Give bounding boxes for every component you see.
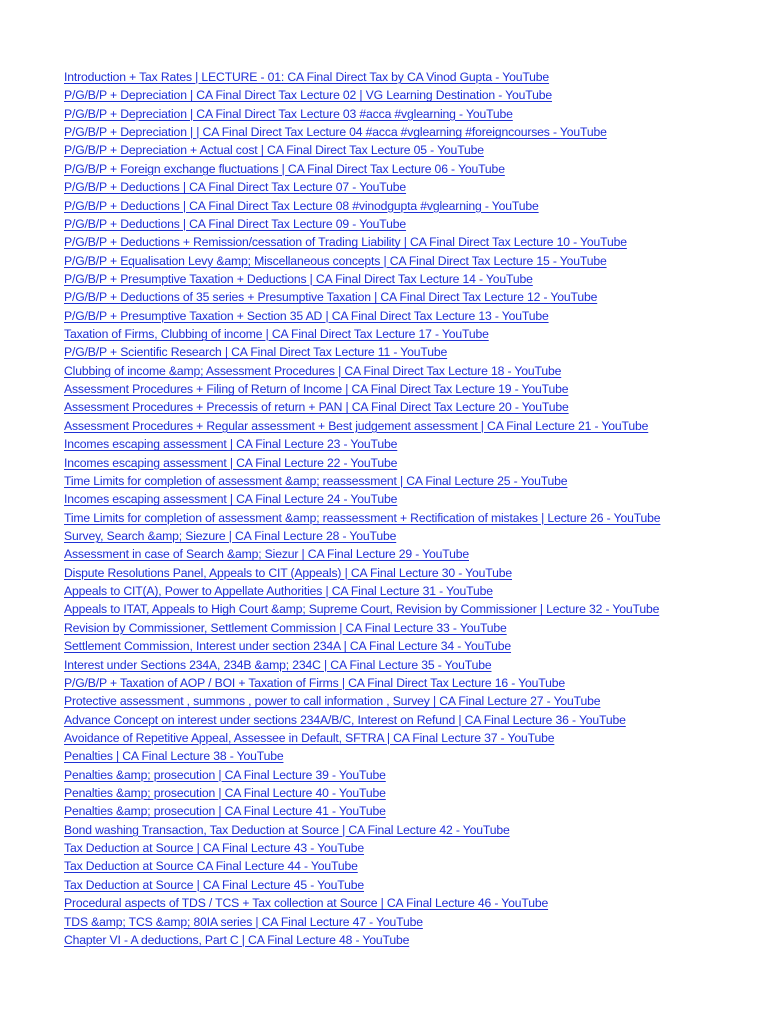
list-item — [64, 105, 668, 123]
lecture-link[interactable]: Tax Deduction at Source CA Final Lecture 44 - YouTube — [64, 859, 358, 874]
list-item — [64, 178, 668, 196]
lecture-link[interactable]: Penalties &amp; prosecution | CA Final Lecture 41 - YouTube — [64, 804, 386, 819]
lecture-link[interactable]: Interest under Sections 234A, 234B &amp; 234C | CA Final Lecture 35 - YouTube — [64, 657, 492, 672]
lecture-link[interactable]: Assessment in case of Search &amp; Siezur | CA Final Lecture 29 - YouTube — [64, 547, 469, 562]
lecture-link[interactable]: P/G/B/P + Presumptive Taxation + Section 35 AD | CA Final Direct Tax Lecture 13 - YouTube — [64, 308, 549, 323]
list-item — [64, 362, 668, 380]
list-item — [64, 913, 668, 931]
list-item — [64, 509, 668, 527]
lecture-link[interactable]: Assessment Procedures + Regular assessment + Best judgement assessment | CA Final Lecture 21 - YouTube — [64, 418, 649, 433]
list-item — [64, 802, 668, 820]
lecture-link[interactable]: Incomes escaping assessment | CA Final Lecture 24 - YouTube — [64, 492, 398, 507]
lecture-link[interactable]: P/G/B/P + Equalisation Levy &amp; Miscellaneous concepts | CA Final Direct Tax Lecture 15 - YouTube — [64, 253, 607, 268]
lecture-link[interactable]: P/G/B/P + Depreciation | | CA Final Direct Tax Lecture 04 #acca #vglearning #foreigncourses - YouTube — [64, 125, 607, 140]
list-item — [64, 472, 668, 490]
lecture-link[interactable]: Time Limits for completion of assessment &amp; reassessment + Rectification of mistakes | Lecture 26 - YouTube — [64, 510, 661, 525]
lecture-link[interactable]: Advance Concept on interest under sections 234A/B/C, Interest on Refund | CA Final Lecture 36 - YouTube — [64, 712, 626, 727]
list-item — [64, 766, 668, 784]
list-item — [64, 711, 668, 729]
list-item — [64, 86, 668, 104]
list-item — [64, 637, 668, 655]
lecture-link[interactable]: P/G/B/P + Taxation of AOP / BOI + Taxation of Firms | CA Final Direct Tax Lecture 16 - YouTube — [64, 675, 565, 690]
list-item — [64, 417, 668, 435]
list-item — [64, 821, 668, 839]
list-item — [64, 454, 668, 472]
lecture-link[interactable]: Tax Deduction at Source | CA Final Lecture 45 - YouTube — [64, 877, 365, 892]
lecture-link[interactable]: P/G/B/P + Deductions | CA Final Direct Tax Lecture 07 - YouTube — [64, 180, 407, 195]
list-item — [64, 343, 668, 361]
lecture-link[interactable]: Introduction + Tax Rates | LECTURE - 01: CA Final Direct Tax by CA Vinod Gupta - YouTube — [64, 70, 550, 84]
lecture-link[interactable]: P/G/B/P + Foreign exchange fluctuations | CA Final Direct Tax Lecture 06 - YouTube — [64, 161, 505, 176]
lecture-link[interactable]: Appeals to CIT(A), Power to Appellate Authorities | CA Final Lecture 31 - YouTube — [64, 584, 493, 599]
list-item — [64, 545, 668, 563]
list-item — [64, 619, 668, 637]
list-item — [64, 582, 668, 600]
list-item — [64, 398, 668, 416]
lecture-link[interactable]: Appeals to ITAT, Appeals to High Court &amp; Supreme Court, Revision by Commissioner | Lecture 32 - YouTube — [64, 602, 660, 617]
list-item — [64, 656, 668, 674]
lecture-link[interactable]: Taxation of Firms, Clubbing of income | CA Final Direct Tax Lecture 17 - YouTube — [64, 327, 489, 342]
lecture-link[interactable]: TDS &amp; TCS &amp; 80IA series | CA Final Lecture 47 - YouTube — [64, 914, 423, 929]
lecture-link[interactable]: Incomes escaping assessment | CA Final Lecture 22 - YouTube — [64, 455, 398, 470]
lecture-link[interactable]: Survey, Search &amp; Siezure | CA Final Lecture 28 - YouTube — [64, 528, 397, 543]
list-item — [64, 857, 668, 875]
lecture-link[interactable]: Revision by Commissioner, Settlement Commission | CA Final Lecture 33 - YouTube — [64, 620, 507, 635]
list-item — [64, 747, 668, 765]
list-item — [64, 931, 668, 949]
lecture-link[interactable]: Penalties &amp; prosecution | CA Final Lecture 39 - YouTube — [64, 767, 386, 782]
lecture-link[interactable]: P/G/B/P + Deductions of 35 series + Presumptive Taxation | CA Final Direct Tax Lecture 12 - YouTube — [64, 290, 598, 305]
list-item — [64, 252, 668, 270]
lecture-link[interactable]: P/G/B/P + Deductions | CA Final Direct Tax Lecture 09 - YouTube — [64, 216, 407, 231]
lecture-link[interactable]: Bond washing Transaction, Tax Deduction at Source | CA Final Lecture 42 - YouTube — [64, 822, 510, 837]
list-item — [64, 839, 668, 857]
lecture-link[interactable]: Dispute Resolutions Panel, Appeals to CIT (Appeals) | CA Final Lecture 30 - YouTube — [64, 565, 513, 580]
lecture-link[interactable]: Avoidance of Repetitive Appeal, Assessee in Default, SFTRA | CA Final Lecture 37 - YouTube — [64, 730, 555, 745]
list-item — [64, 490, 668, 508]
lecture-link[interactable]: Clubbing of income &amp; Assessment Procedures | CA Final Direct Tax Lecture 18 - YouTube — [64, 363, 562, 378]
list-item — [64, 729, 668, 747]
list-item — [64, 307, 668, 325]
lecture-link[interactable]: Protective assessment , summons , power to call information , Survey | CA Final Lecture 27 - YouTube — [64, 694, 601, 709]
lecture-link[interactable]: Chapter VI - A deductions, Part C | CA Final Lecture 48 - YouTube — [64, 932, 410, 947]
list-item — [64, 233, 668, 251]
list-item — [64, 215, 668, 233]
lecture-link[interactable]: P/G/B/P + Depreciation + Actual cost | CA Final Direct Tax Lecture 05 - YouTube — [64, 143, 484, 158]
list-item — [64, 160, 668, 178]
lecture-link[interactable]: Tax Deduction at Source | CA Final Lecture 43 - YouTube — [64, 841, 365, 856]
list-item — [64, 600, 668, 618]
list-item — [64, 68, 668, 86]
lecture-link[interactable]: Settlement Commission, Interest under section 234A | CA Final Lecture 34 - YouTube — [64, 639, 512, 654]
lecture-link[interactable]: P/G/B/P + Depreciation | CA Final Direct Tax Lecture 02 | VG Learning Destination - YouTube — [64, 88, 553, 103]
lecture-link[interactable]: P/G/B/P + Deductions + Remission/cessation of Trading Liability | CA Final Direct Tax Lecture 10 - YouTube — [64, 235, 627, 250]
lecture-link[interactable]: P/G/B/P + Depreciation | CA Final Direct Tax Lecture 03 #acca #vglearning - YouTube — [64, 106, 513, 121]
lecture-link[interactable]: Penalties | CA Final Lecture 38 - YouTube — [64, 749, 284, 764]
lecture-link[interactable]: Assessment Procedures + Precessis of return + PAN | CA Final Direct Tax Lecture 20 - YouTube — [64, 400, 569, 415]
lecture-link[interactable]: Penalties &amp; prosecution | CA Final Lecture 40 - YouTube — [64, 786, 386, 801]
list-item — [64, 564, 668, 582]
list-item — [64, 123, 668, 141]
list-item — [64, 197, 668, 215]
lecture-link[interactable]: P/G/B/P + Deductions | CA Final Direct Tax Lecture 08 #vinodgupta #vglearning - YouTube — [64, 198, 539, 213]
lecture-link-list — [64, 68, 668, 949]
list-item — [64, 894, 668, 912]
list-item — [64, 674, 668, 692]
list-item — [64, 435, 668, 453]
lecture-link[interactable]: P/G/B/P + Presumptive Taxation + Deductions | CA Final Direct Tax Lecture 14 - YouTube — [64, 271, 533, 286]
list-item — [64, 876, 668, 894]
list-item — [64, 527, 668, 545]
list-item — [64, 270, 668, 288]
lecture-link[interactable]: Time Limits for completion of assessment &amp; reassessment | CA Final Lecture 25 - YouTube — [64, 473, 568, 488]
list-item — [64, 380, 668, 398]
lecture-link[interactable]: Assessment Procedures + Filing of Return of Income | CA Final Direct Tax Lecture 19 - YouTube — [64, 382, 569, 397]
list-item — [64, 141, 668, 159]
list-item — [64, 784, 668, 802]
list-item — [64, 325, 668, 343]
lecture-link[interactable]: P/G/B/P + Scientific Research | CA Final Direct Tax Lecture 11 - YouTube — [64, 345, 448, 360]
lecture-link[interactable]: Incomes escaping assessment | CA Final Lecture 23 - YouTube — [64, 437, 398, 452]
lecture-link[interactable]: Procedural aspects of TDS / TCS + Tax collection at Source | CA Final Lecture 46 - YouTube — [64, 896, 549, 911]
list-item — [64, 692, 668, 710]
list-item — [64, 288, 668, 306]
